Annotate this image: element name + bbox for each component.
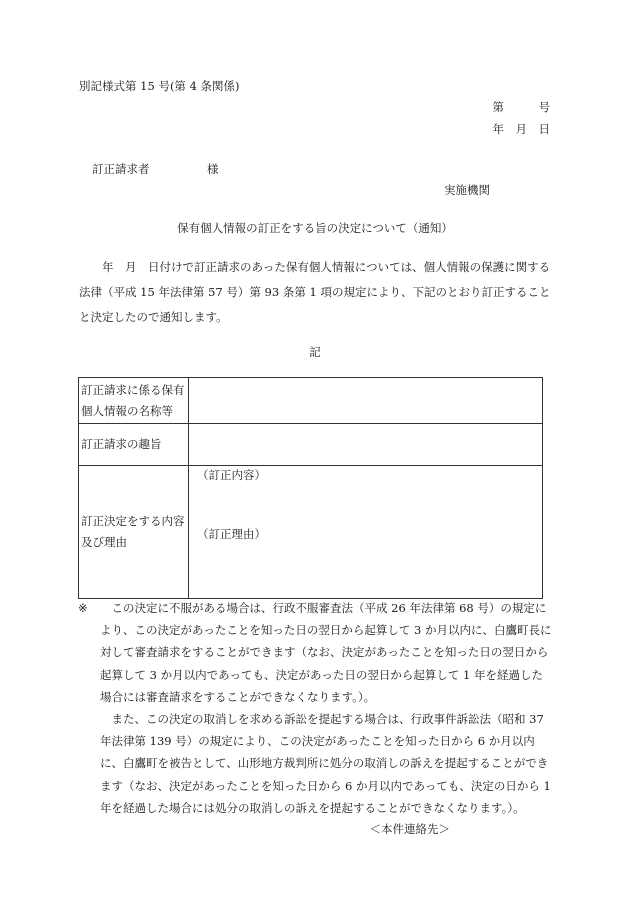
- row-value-info-name: [189, 378, 543, 424]
- row-label-info-name: 訂正請求に係る保有個人情報の名称等: [79, 378, 189, 424]
- note-1-text: この決定に不服がある場合は、行政不服審査法（平成 26 年法律第 68 号）の規定により、この決定があったことを知った日の翌日から起算して 3 か月以内に、白鷹町長に対して審査請求をすることができます（なお、決定があったことを知った日の翌日から起算して 3 か月以内であっても、決定があった日の翌日から起算して 1 年を経過した場合には審査請求をすることができなくなります。）。: [100, 601, 552, 704]
- row-value-request-purpose: [189, 424, 543, 466]
- correction-content-label: （訂正内容）: [197, 468, 266, 482]
- agency-name: 実施機関: [444, 183, 490, 197]
- row-label-request-purpose: 訂正請求の趣旨: [79, 424, 189, 466]
- body-paragraph: 年 月 日付けで訂正請求のあった保有個人情報については、個人情報の保護に関する法律（平成 15 年法律第 57 号）第 93 条第 1 項の規定により、下記のとおり訂正することと決定したので通知します。: [79, 260, 551, 324]
- document-date: 年 月 日: [492, 122, 550, 136]
- table-row: [79, 466, 543, 599]
- note-1: [100, 597, 553, 708]
- correction-reason-label: （訂正理由）: [197, 527, 266, 541]
- notice-title: 保有個人情報の訂正をする旨の決定について（通知）: [177, 221, 453, 235]
- addressee-name: 訂正請求者 様: [92, 162, 219, 176]
- table-row: [79, 378, 543, 424]
- table-row: [79, 424, 543, 466]
- row-value-decision: [189, 466, 543, 599]
- row-label-decision: 訂正決定をする内容及び理由: [79, 466, 189, 599]
- document-number: 第 号: [492, 100, 550, 114]
- note-mark: ※: [78, 601, 88, 615]
- form-id: 別記様式第 15 号(第 4 条関係): [79, 79, 240, 93]
- contact-heading: ＜本件連絡先＞: [369, 822, 450, 836]
- decision-table: [78, 377, 543, 599]
- note-2: また、この決定の取消しを求める訴訟を提起する場合は、行政事件訴訟法（昭和 37 年法律第 139 号）の規定により、この決定があったことを知った日から 6 か月以内に、白鷹町を被告として、山形地方裁判所に処分の取消しの訴えを提起することができます（なお、決定があったことを知った日から 6 か月以内であっても、決定の日から 1 年を経過した場合には処分の取消しの訴えを提起することができなくなります。）。: [100, 712, 551, 815]
- ki-heading: 記: [309, 345, 321, 359]
